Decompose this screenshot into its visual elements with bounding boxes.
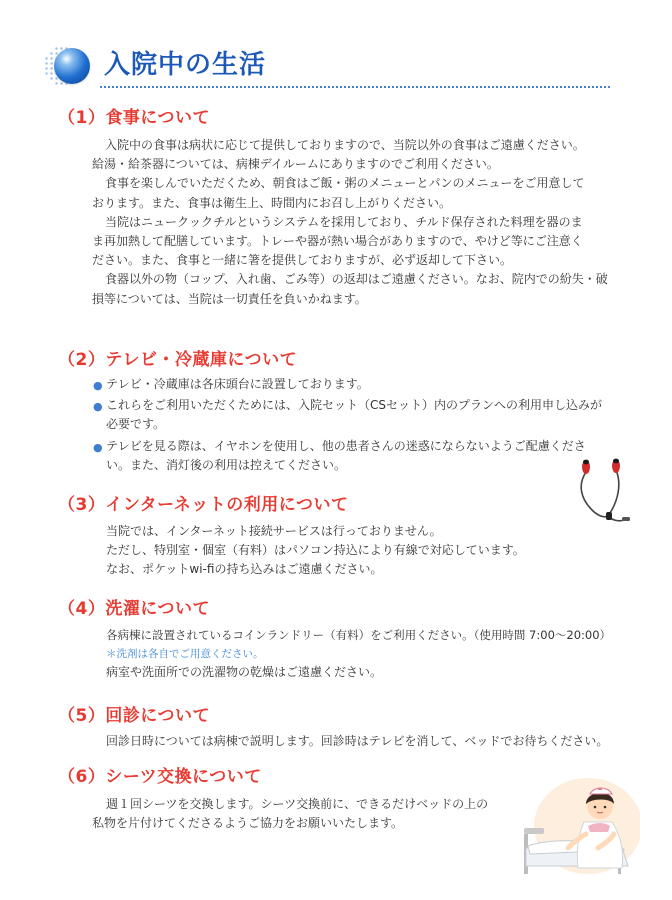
section-tv-fridge bbox=[58, 349, 638, 475]
bullet-item bbox=[58, 396, 638, 434]
section-body bbox=[58, 626, 638, 682]
section-body bbox=[58, 136, 638, 309]
section-heading: （6）シーツ交換について bbox=[58, 767, 262, 787]
bullet-text: い。また、消灯後の利用は控えてください。 bbox=[106, 457, 347, 472]
paragraph-line: 給湯・給茶器については、病棟デイルームにありますのでご利用ください。 bbox=[92, 157, 499, 172]
blue-orb-icon bbox=[54, 48, 90, 84]
section-heading: （2）テレビ・冷蔵庫について bbox=[58, 350, 298, 370]
section-internet bbox=[58, 494, 638, 580]
bullet-text: テレビを見る際は、イヤホンを使用し、他の患者さんの迷惑にならないようご配慮くださ bbox=[106, 438, 586, 453]
bullet-item bbox=[58, 437, 638, 475]
paragraph-line: 当院では、インターネット接続サービスは行っておりません。 bbox=[106, 524, 442, 538]
bullet-dot-icon: ● bbox=[93, 400, 103, 414]
paragraph-line: 病室や洗面所での洗濯物の乾燥はご遠慮ください。 bbox=[106, 665, 383, 680]
paragraph-line: 週１回シーツを交換します。シーツ交換前に、できるだけベッドの上の bbox=[106, 797, 489, 811]
bullet-dot-icon: ● bbox=[93, 379, 103, 392]
paragraph-line: 私物を片付けてくださるようご協力をお願いいたします。 bbox=[92, 816, 404, 831]
bullet-item bbox=[58, 375, 638, 394]
bullet-text: 必要です。 bbox=[106, 417, 166, 432]
paragraph-line: 損等については、当院は一切責任を負いかねます。 bbox=[92, 291, 367, 306]
paragraph-line: 食器以外の物（コップ、入れ歯、ごみ等）の返却はご遠慮ください。なお、院内での紛失・破 bbox=[105, 272, 608, 287]
page-header bbox=[30, 38, 610, 92]
section-heading: （5）回診について bbox=[58, 706, 210, 726]
paragraph-line: 当院はニュークックチルというシステムを採用しており、チルド保存された料理を器のま bbox=[105, 214, 583, 229]
paragraph-line: なお、ポケットwi-fiの持ち込みはご遠慮ください。 bbox=[106, 562, 383, 577]
paragraph-line: 回診日時については病棟で説明します。回診時はテレビを消して、ベッドでお待ちください。 bbox=[106, 734, 609, 748]
paragraph-line: おります。また、食事は衛生上、時間内にお召し上がりください。 bbox=[92, 195, 452, 210]
paragraph-line: ま再加熱して配膳しています。トレーや器が熱い場合がありますので、やけど等にご注意く bbox=[92, 234, 583, 249]
page-title: 入院中の生活 bbox=[104, 50, 267, 80]
paragraph-line: ただし、特別室・個室（有料）はパソコン持込により有線で対応しています。 bbox=[106, 543, 525, 558]
section-heading: （3）インターネットの利用について bbox=[58, 495, 349, 515]
bullet-text: テレビ・冷蔵庫は各床頭台に設置しております。 bbox=[106, 377, 369, 391]
paragraph-line: ださい。また、食事と一緒に箸を提供しておりますが、必ず返却して下さい。 bbox=[92, 253, 513, 268]
nurse-making-bed-illustration bbox=[518, 776, 640, 880]
section-heading: （1）食事について bbox=[58, 108, 210, 128]
section-heading: （4）洗濯について bbox=[58, 599, 210, 619]
paragraph-line: 入院中の食事は病状に応じて提供しておりますので、当院以外の食事はご遠慮ください。 bbox=[105, 138, 585, 152]
section-body bbox=[58, 522, 638, 580]
paragraph-line: 食事を楽しんでいただくため、朝食はご飯・粥のメニューとパンのメニューをご用意して bbox=[105, 176, 585, 191]
bullet-text: これらをご利用いただくためには、入院セット（CSセット）内のプランへの利用申し込みが bbox=[106, 398, 602, 413]
title-dotted-rule bbox=[100, 86, 610, 88]
section-rounds bbox=[58, 705, 638, 751]
bullet-list bbox=[58, 375, 638, 475]
section-body bbox=[58, 732, 638, 751]
bullet-dot-icon: ● bbox=[93, 440, 103, 454]
section-laundry bbox=[58, 598, 638, 682]
section-meals bbox=[58, 107, 638, 309]
paragraph-line: 各病棟に設置されているコインランドリー（有料）をご利用ください。（使用時間 7:00〜20:00） bbox=[106, 628, 612, 642]
detergent-note: ＊洗剤は各自でご用意ください。 bbox=[106, 648, 264, 661]
